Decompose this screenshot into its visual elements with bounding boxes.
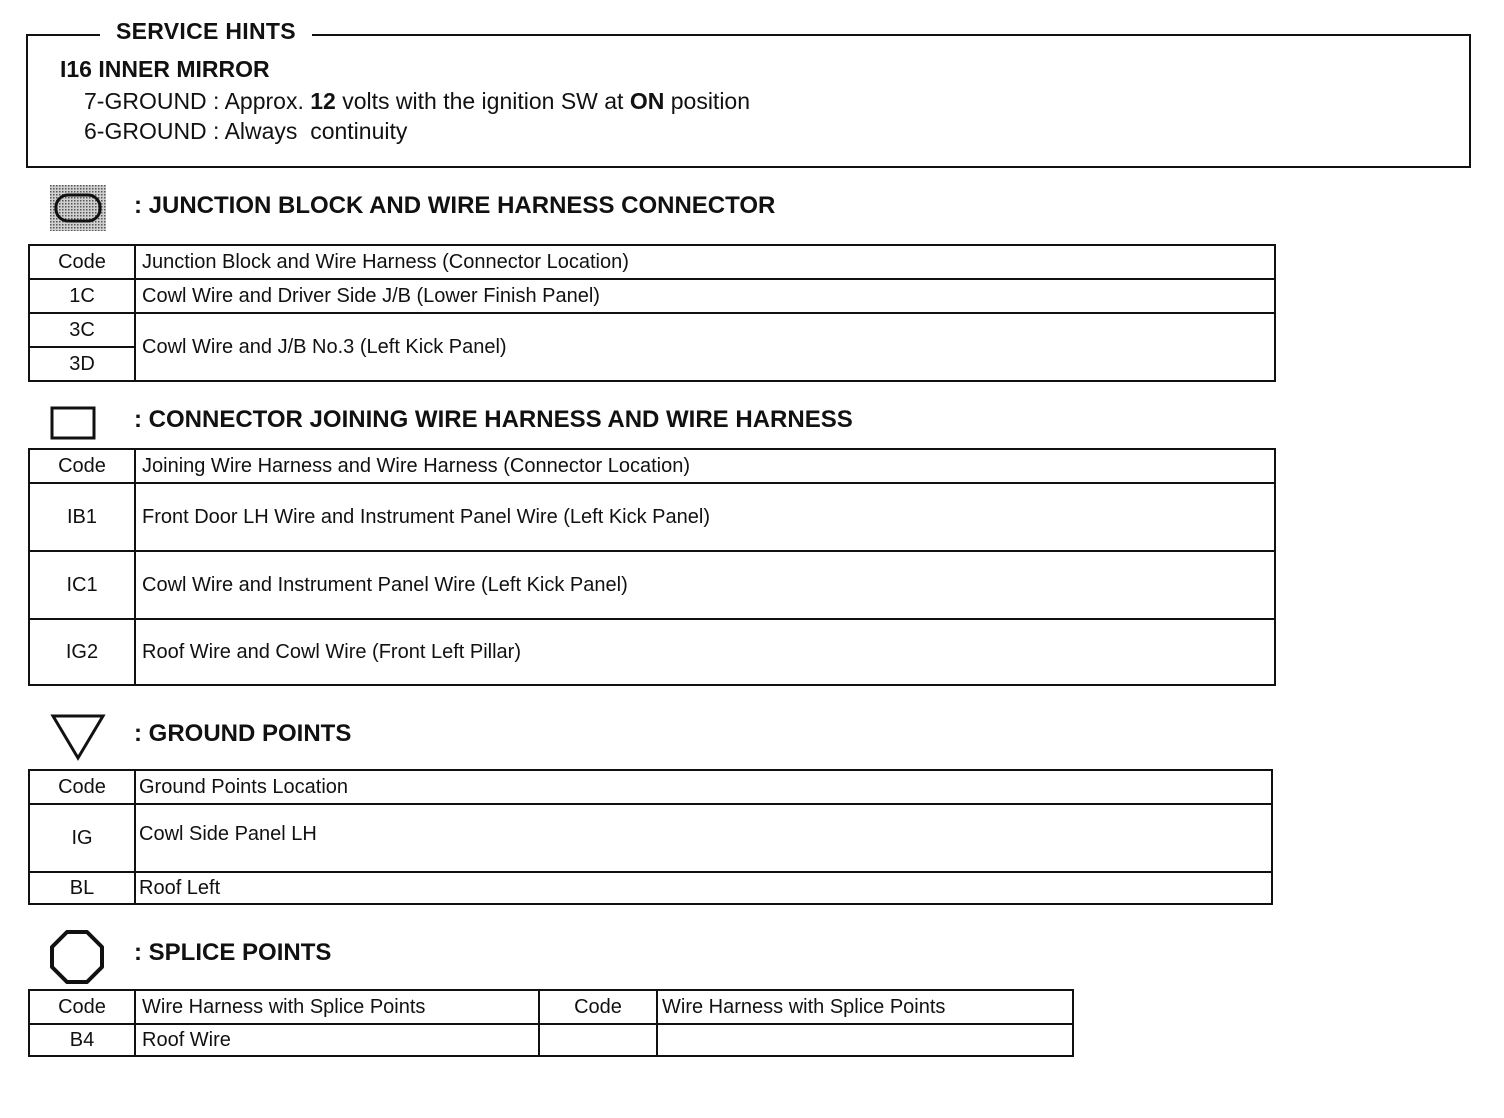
table-row [29,804,1272,872]
table-row [29,313,1275,347]
hint-line: 7-GROUND : Approx. 12 volts with the ignition SW at ON position [84,88,751,114]
table-header-row [29,449,1275,483]
table-header-row [29,990,1073,1024]
junction-table [28,244,1276,382]
row-desc: Cowl Wire and Instrument Panel Wire (Left Kick Panel) [135,551,1275,619]
header-desc: Joining Wire Harness and Wire Harness (Connector Location) [135,449,1275,483]
splice-octagon-icon [48,928,106,986]
row-desc: Front Door LH Wire and Instrument Panel Wire (Left Kick Panel) [135,483,1275,551]
row-code [539,1024,657,1056]
row-code: IB1 [29,483,135,551]
service-hints-title: SERVICE HINTS [100,18,312,45]
hint-line: 6-GROUND : Always continuity [84,118,408,144]
connector-rectangle-icon [50,405,98,441]
table-row [29,619,1275,685]
table-row [29,551,1275,619]
connector-heading: : CONNECTOR JOINING WIRE HARNESS AND WIRE HARNESS [134,406,853,433]
junction-heading: : JUNCTION BLOCK AND WIRE HARNESS CONNECTOR [134,192,776,219]
ground-table [28,769,1273,905]
row-code: IG2 [29,619,135,685]
header-code: Code [29,990,135,1024]
header-desc: Wire Harness with Splice Points [657,990,1073,1024]
row-desc: Cowl Side Panel LH [135,804,1272,872]
table-row [29,872,1272,904]
ground-heading: : GROUND POINTS [134,720,352,747]
row-code: IC1 [29,551,135,619]
row-desc: Roof Left [135,872,1272,904]
table-row [29,483,1275,551]
row-desc [657,1024,1073,1056]
header-code: Code [539,990,657,1024]
table-row [29,1024,1073,1056]
row-code: B4 [29,1024,135,1056]
header-code: Code [29,770,135,804]
row-desc: Cowl Wire and J/B No.3 (Left Kick Panel) [135,313,1275,381]
row-desc: Roof Wire and Cowl Wire (Front Left Pillar) [135,619,1275,685]
row-code: IG [29,804,135,872]
hint-terminal: 6-GROUND [84,118,207,144]
table-header-row [29,770,1272,804]
hint-terminal: 7-GROUND [84,88,207,114]
splice-table [28,989,1074,1057]
connector-table [28,448,1276,686]
row-code: 1C [29,279,135,313]
table-row [29,279,1275,313]
junction-block-icon [50,185,106,231]
header-desc: Ground Points Location [135,770,1272,804]
header-desc: Wire Harness with Splice Points [135,990,539,1024]
row-code: BL [29,872,135,904]
row-code: 3D [29,347,135,381]
table-header-row [29,245,1275,279]
ground-triangle-icon [50,712,106,762]
row-desc: Cowl Wire and Driver Side J/B (Lower Finish Panel) [135,279,1275,313]
header-code: Code [29,245,135,279]
header-desc: Junction Block and Wire Harness (Connector Location) [135,245,1275,279]
component-title: I16 INNER MIRROR [60,56,270,82]
row-code: 3C [29,313,135,347]
header-code: Code [29,449,135,483]
row-desc: Roof Wire [135,1024,539,1056]
splice-heading: : SPLICE POINTS [134,939,332,966]
